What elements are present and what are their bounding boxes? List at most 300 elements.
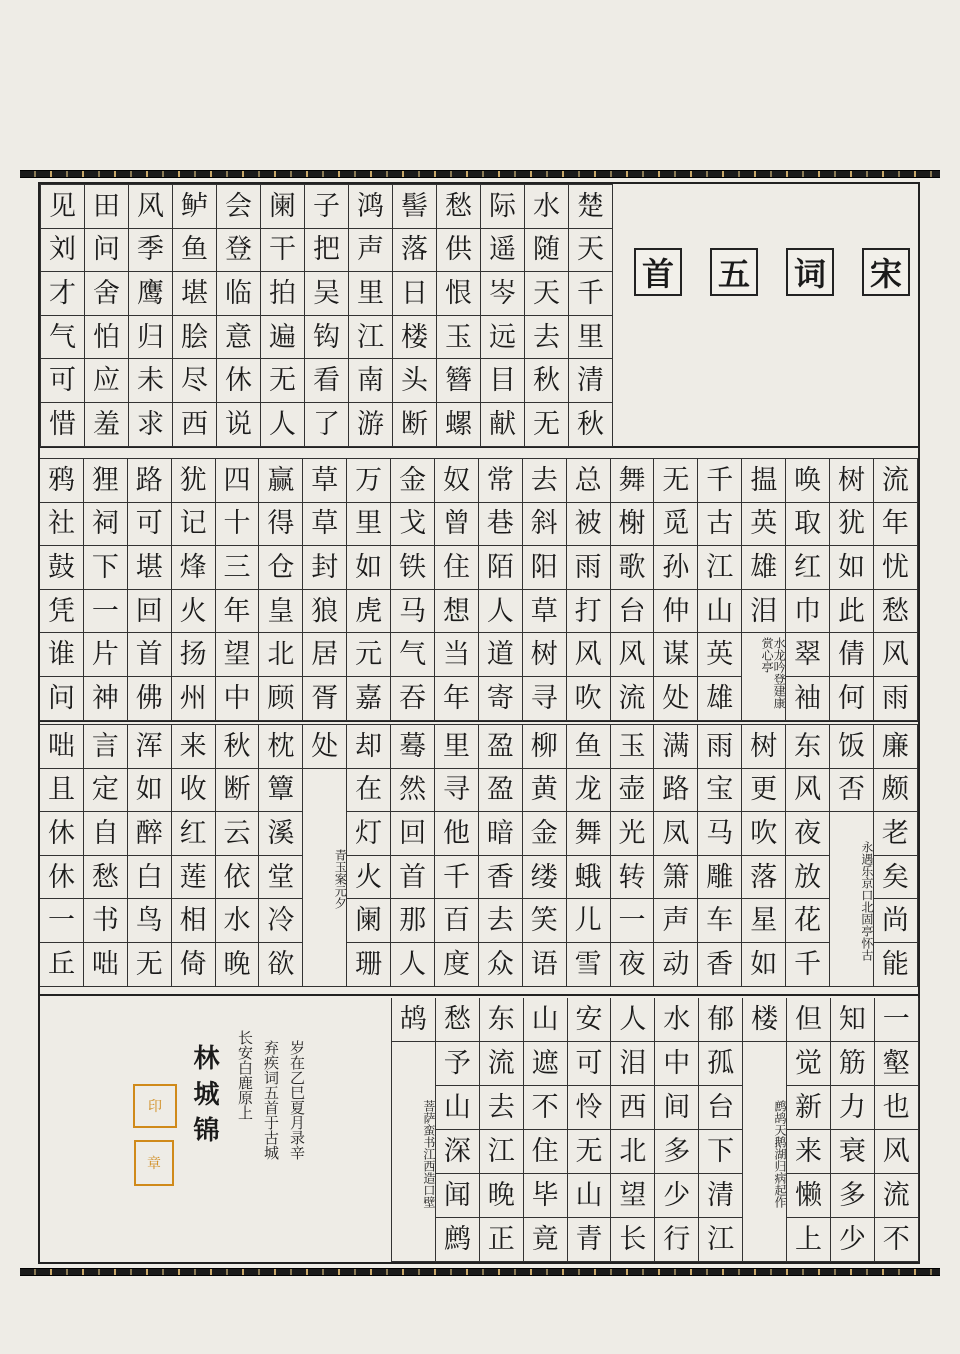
char-cell: 鹧鸪天鹅湖归病起作 bbox=[743, 1042, 787, 1262]
title bbox=[634, 248, 910, 296]
char-cell: 惜 bbox=[41, 403, 85, 447]
char-cell: 饭 bbox=[830, 725, 874, 769]
char-cell: 欲 bbox=[259, 943, 303, 987]
char-cell: 马 bbox=[698, 812, 742, 856]
char-cell: 众 bbox=[479, 943, 523, 987]
char-cell: 元 bbox=[347, 633, 391, 677]
char-cell: 山 bbox=[524, 998, 568, 1042]
char-cell: 山 bbox=[698, 590, 742, 634]
char-cell: 际 bbox=[481, 185, 525, 229]
char-cell: 泪 bbox=[611, 1042, 655, 1086]
char-cell: 水 bbox=[525, 185, 569, 229]
char-cell: 雄 bbox=[698, 677, 742, 721]
char-cell: 秋 bbox=[569, 403, 613, 447]
char-cell: 树 bbox=[523, 633, 567, 677]
char-cell: 铁 bbox=[391, 546, 435, 590]
char-cell: 雪 bbox=[567, 943, 611, 987]
char-cell: 拍 bbox=[261, 272, 305, 316]
char-cell: 愁 bbox=[84, 856, 128, 900]
char-cell: 定 bbox=[84, 769, 128, 813]
char-cell: 马 bbox=[391, 590, 435, 634]
char-cell: 度 bbox=[435, 943, 479, 987]
char-cell: 无 bbox=[568, 1130, 612, 1174]
char-cell: 了 bbox=[305, 403, 349, 447]
char-cell: 四 bbox=[216, 459, 260, 503]
char-cell: 记 bbox=[172, 503, 216, 547]
char-cell: 犹 bbox=[172, 459, 216, 503]
char-cell: 去 bbox=[479, 899, 523, 943]
char-cell: 胥 bbox=[303, 677, 347, 721]
char-cell: 流 bbox=[480, 1042, 524, 1086]
char-cell: 簟 bbox=[259, 769, 303, 813]
char-cell: 登 bbox=[217, 229, 261, 273]
char-cell: 随 bbox=[525, 229, 569, 273]
char-cell: 吹 bbox=[742, 812, 786, 856]
char-cell: 风 bbox=[786, 769, 830, 813]
signature-line-2: 弃疾词五首于古城 bbox=[262, 1040, 280, 1160]
char-cell: 溪 bbox=[259, 812, 303, 856]
char-cell: 龙 bbox=[567, 769, 611, 813]
char-cell: 英 bbox=[698, 633, 742, 677]
title-char: 五 bbox=[710, 248, 758, 296]
title-panel bbox=[612, 184, 919, 446]
char-cell: 金 bbox=[391, 459, 435, 503]
char-cell: 会 bbox=[217, 185, 261, 229]
char-cell: 黄 bbox=[523, 769, 567, 813]
char-cell: 行 bbox=[655, 1218, 699, 1262]
char-cell: 临 bbox=[217, 272, 261, 316]
char-cell: 里 bbox=[569, 316, 613, 360]
char-cell: 晚 bbox=[480, 1174, 524, 1218]
char-cell: 莲 bbox=[172, 856, 216, 900]
char-cell: 何 bbox=[830, 677, 874, 721]
char-cell: 顾 bbox=[259, 677, 303, 721]
char-cell: 壶 bbox=[611, 769, 655, 813]
char-cell: 曾 bbox=[435, 503, 479, 547]
char-cell: 倚 bbox=[172, 943, 216, 987]
char-cell: 枕 bbox=[259, 725, 303, 769]
char-cell: 相 bbox=[172, 899, 216, 943]
char-cell: 断 bbox=[393, 403, 437, 447]
char-cell: 供 bbox=[437, 229, 481, 273]
char-cell: 休 bbox=[40, 856, 84, 900]
char-cell: 愁 bbox=[874, 590, 918, 634]
char-cell: 鸦 bbox=[40, 459, 84, 503]
char-cell: 多 bbox=[655, 1130, 699, 1174]
char-cell: 如 bbox=[128, 769, 172, 813]
char-cell: 堪 bbox=[128, 546, 172, 590]
char-cell: 一 bbox=[875, 998, 919, 1042]
char-cell: 虎 bbox=[347, 590, 391, 634]
char-cell: 间 bbox=[655, 1086, 699, 1130]
char-cell: 动 bbox=[654, 943, 698, 987]
char-cell: 寻 bbox=[523, 677, 567, 721]
char-cell: 揾 bbox=[742, 459, 786, 503]
poem-block-1 bbox=[40, 184, 613, 447]
char-cell: 孤 bbox=[699, 1042, 743, 1086]
char-cell: 水 bbox=[216, 899, 260, 943]
char-cell: 咄 bbox=[84, 943, 128, 987]
char-cell: 把 bbox=[305, 229, 349, 273]
char-cell: 香 bbox=[479, 856, 523, 900]
char-cell: 声 bbox=[654, 899, 698, 943]
char-cell: 天 bbox=[525, 272, 569, 316]
char-cell: 也 bbox=[875, 1086, 919, 1130]
char-cell: 满 bbox=[654, 725, 698, 769]
section-divider bbox=[38, 994, 920, 996]
char-cell: 阑 bbox=[347, 899, 391, 943]
char-cell: 凤 bbox=[654, 812, 698, 856]
char-cell: 在 bbox=[347, 769, 391, 813]
char-cell: 皇 bbox=[259, 590, 303, 634]
char-cell: 岑 bbox=[481, 272, 525, 316]
char-cell: 当 bbox=[435, 633, 479, 677]
poem-block-4 bbox=[391, 998, 919, 1262]
char-cell: 才 bbox=[41, 272, 85, 316]
char-cell: 醉 bbox=[128, 812, 172, 856]
char-cell: 蓦 bbox=[391, 725, 435, 769]
char-cell: 烽 bbox=[172, 546, 216, 590]
char-cell: 佛 bbox=[128, 677, 172, 721]
char-cell: 却 bbox=[347, 725, 391, 769]
char-cell: 可 bbox=[41, 359, 85, 403]
char-cell: 片 bbox=[84, 633, 128, 677]
char-cell: 香 bbox=[698, 943, 742, 987]
char-cell: 头 bbox=[393, 359, 437, 403]
char-cell: 谁 bbox=[40, 633, 84, 677]
char-cell: 台 bbox=[611, 590, 655, 634]
char-cell: 千 bbox=[569, 272, 613, 316]
char-cell: 且 bbox=[40, 769, 84, 813]
char-cell: 冷 bbox=[259, 899, 303, 943]
char-cell: 翠 bbox=[786, 633, 830, 677]
char-cell: 风 bbox=[129, 185, 173, 229]
char-cell: 千 bbox=[698, 459, 742, 503]
char-cell: 山 bbox=[568, 1174, 612, 1218]
char-cell: 目 bbox=[481, 359, 525, 403]
char-cell: 衰 bbox=[831, 1130, 875, 1174]
char-cell: 更 bbox=[742, 769, 786, 813]
char-cell: 尽 bbox=[173, 359, 217, 403]
char-cell: 里 bbox=[347, 503, 391, 547]
char-cell: 十 bbox=[216, 503, 260, 547]
char-cell: 怜 bbox=[568, 1086, 612, 1130]
char-cell: 巾 bbox=[786, 590, 830, 634]
char-cell: 人 bbox=[479, 590, 523, 634]
char-cell: 扬 bbox=[172, 633, 216, 677]
char-cell: 季 bbox=[129, 229, 173, 273]
char-cell: 狼 bbox=[303, 590, 347, 634]
char-cell: 雨 bbox=[698, 725, 742, 769]
char-cell: 凭 bbox=[40, 590, 84, 634]
char-cell: 阑 bbox=[261, 185, 305, 229]
char-cell: 自 bbox=[84, 812, 128, 856]
char-cell: 舍 bbox=[85, 272, 129, 316]
char-cell: 意 bbox=[217, 316, 261, 360]
char-cell: 断 bbox=[216, 769, 260, 813]
char-cell: 如 bbox=[347, 546, 391, 590]
char-cell: 愁 bbox=[436, 998, 480, 1042]
char-cell: 处 bbox=[654, 677, 698, 721]
char-cell: 巷 bbox=[479, 503, 523, 547]
char-cell: 里 bbox=[349, 272, 393, 316]
char-cell: 火 bbox=[347, 856, 391, 900]
char-cell: 首 bbox=[128, 633, 172, 677]
char-cell: 落 bbox=[742, 856, 786, 900]
char-cell: 浑 bbox=[128, 725, 172, 769]
signature-line-1: 岁在乙巳夏月录辛 bbox=[288, 1040, 306, 1160]
char-cell: 堪 bbox=[173, 272, 217, 316]
char-cell: 斜 bbox=[523, 503, 567, 547]
char-cell: 树 bbox=[742, 725, 786, 769]
char-cell: 然 bbox=[391, 769, 435, 813]
char-cell: 无 bbox=[128, 943, 172, 987]
char-cell: 英 bbox=[742, 503, 786, 547]
char-cell: 力 bbox=[831, 1086, 875, 1130]
char-cell: 流 bbox=[875, 1174, 919, 1218]
char-cell: 一 bbox=[84, 590, 128, 634]
char-cell: 回 bbox=[128, 590, 172, 634]
char-cell: 吞 bbox=[391, 677, 435, 721]
char-cell: 知 bbox=[831, 998, 875, 1042]
char-cell: 问 bbox=[40, 677, 84, 721]
char-cell: 封 bbox=[303, 546, 347, 590]
char-cell: 正 bbox=[480, 1218, 524, 1262]
char-cell: 鱼 bbox=[567, 725, 611, 769]
char-cell: 下 bbox=[84, 546, 128, 590]
char-cell: 阳 bbox=[523, 546, 567, 590]
char-cell: 玉 bbox=[611, 725, 655, 769]
char-cell: 雕 bbox=[698, 856, 742, 900]
char-cell: 流 bbox=[874, 459, 918, 503]
char-cell: 不 bbox=[875, 1218, 919, 1262]
char-cell: 未 bbox=[129, 359, 173, 403]
char-cell: 上 bbox=[787, 1218, 831, 1262]
char-cell: 东 bbox=[480, 998, 524, 1042]
char-cell: 三 bbox=[216, 546, 260, 590]
char-cell: 少 bbox=[655, 1174, 699, 1218]
char-cell: 仓 bbox=[259, 546, 303, 590]
char-cell: 江 bbox=[699, 1218, 743, 1262]
char-cell: 下 bbox=[699, 1130, 743, 1174]
char-cell: 秋 bbox=[216, 725, 260, 769]
char-cell: 北 bbox=[611, 1130, 655, 1174]
char-cell: 云 bbox=[216, 812, 260, 856]
char-cell: 鸿 bbox=[349, 185, 393, 229]
char-cell: 那 bbox=[391, 899, 435, 943]
char-cell: 休 bbox=[40, 812, 84, 856]
char-cell: 珊 bbox=[347, 943, 391, 987]
char-cell: 簪 bbox=[437, 359, 481, 403]
char-cell: 看 bbox=[305, 359, 349, 403]
char-cell: 髻 bbox=[393, 185, 437, 229]
char-cell: 堂 bbox=[259, 856, 303, 900]
char-cell: 一 bbox=[611, 899, 655, 943]
char-cell: 火 bbox=[172, 590, 216, 634]
char-cell: 一 bbox=[40, 899, 84, 943]
title-char: 宋 bbox=[862, 248, 910, 296]
char-cell: 毕 bbox=[524, 1174, 568, 1218]
char-cell: 千 bbox=[435, 856, 479, 900]
char-cell: 舞 bbox=[611, 459, 655, 503]
char-cell: 可 bbox=[568, 1042, 612, 1086]
char-cell: 江 bbox=[698, 546, 742, 590]
char-cell: 中 bbox=[216, 677, 260, 721]
char-cell: 流 bbox=[611, 677, 655, 721]
char-cell: 西 bbox=[173, 403, 217, 447]
char-cell: 懒 bbox=[787, 1174, 831, 1218]
char-cell: 水龙吟登建康赏心亭 bbox=[742, 633, 786, 720]
char-cell: 笑 bbox=[523, 899, 567, 943]
char-cell: 无 bbox=[654, 459, 698, 503]
author-name: 林城锦 bbox=[189, 1044, 219, 1152]
char-cell: 来 bbox=[172, 725, 216, 769]
char-cell: 书 bbox=[84, 899, 128, 943]
char-cell: 年 bbox=[874, 503, 918, 547]
char-cell: 里 bbox=[435, 725, 479, 769]
char-cell: 此 bbox=[830, 590, 874, 634]
char-cell: 袖 bbox=[786, 677, 830, 721]
char-cell: 社 bbox=[40, 503, 84, 547]
char-cell: 钩 bbox=[305, 316, 349, 360]
char-cell: 深 bbox=[436, 1130, 480, 1174]
char-cell: 但 bbox=[787, 998, 831, 1042]
char-cell: 寻 bbox=[435, 769, 479, 813]
char-cell: 歌 bbox=[611, 546, 655, 590]
char-cell: 他 bbox=[435, 812, 479, 856]
char-cell: 住 bbox=[435, 546, 479, 590]
char-cell: 楚 bbox=[569, 185, 613, 229]
char-cell: 廉 bbox=[874, 725, 918, 769]
char-cell: 望 bbox=[611, 1174, 655, 1218]
char-cell: 鲈 bbox=[173, 185, 217, 229]
char-cell: 路 bbox=[128, 459, 172, 503]
title-char: 词 bbox=[786, 248, 834, 296]
char-cell: 常 bbox=[479, 459, 523, 503]
char-cell: 如 bbox=[742, 943, 786, 987]
char-cell: 遍 bbox=[261, 316, 305, 360]
char-cell: 能 bbox=[874, 943, 918, 987]
char-cell: 祠 bbox=[84, 503, 128, 547]
char-cell: 去 bbox=[523, 459, 567, 503]
char-cell: 筋 bbox=[831, 1042, 875, 1086]
char-cell: 万 bbox=[347, 459, 391, 503]
char-cell: 青玉案元夕 bbox=[303, 769, 347, 987]
char-cell: 永遇乐京口北固亭怀古 bbox=[830, 812, 874, 986]
char-cell: 忧 bbox=[874, 546, 918, 590]
char-cell: 雨 bbox=[874, 677, 918, 721]
char-cell: 江 bbox=[480, 1130, 524, 1174]
char-cell: 问 bbox=[85, 229, 129, 273]
char-cell: 草 bbox=[303, 503, 347, 547]
char-cell: 总 bbox=[567, 459, 611, 503]
char-cell: 菩萨蛮书江西造口壁 bbox=[392, 1042, 436, 1262]
char-cell: 可 bbox=[128, 503, 172, 547]
char-cell: 觉 bbox=[787, 1042, 831, 1086]
char-cell: 螺 bbox=[437, 403, 481, 447]
char-cell: 秋 bbox=[525, 359, 569, 403]
char-cell: 处 bbox=[303, 725, 347, 769]
char-cell: 风 bbox=[875, 1130, 919, 1174]
char-cell: 奴 bbox=[435, 459, 479, 503]
char-cell: 柳 bbox=[523, 725, 567, 769]
char-cell: 去 bbox=[480, 1086, 524, 1130]
char-cell: 夜 bbox=[786, 812, 830, 856]
char-cell: 去 bbox=[525, 316, 569, 360]
char-cell: 怕 bbox=[85, 316, 129, 360]
char-cell: 狸 bbox=[84, 459, 128, 503]
char-cell: 青 bbox=[568, 1218, 612, 1262]
char-cell: 谋 bbox=[654, 633, 698, 677]
char-cell: 否 bbox=[830, 769, 874, 813]
char-cell: 取 bbox=[786, 503, 830, 547]
char-cell: 天 bbox=[569, 229, 613, 273]
char-cell: 田 bbox=[85, 185, 129, 229]
char-cell: 安 bbox=[568, 998, 612, 1042]
char-cell: 儿 bbox=[567, 899, 611, 943]
char-cell: 缕 bbox=[523, 856, 567, 900]
char-cell: 言 bbox=[84, 725, 128, 769]
char-cell: 闻 bbox=[436, 1174, 480, 1218]
char-cell: 郁 bbox=[699, 998, 743, 1042]
char-cell: 吴 bbox=[305, 272, 349, 316]
char-cell: 恨 bbox=[437, 272, 481, 316]
char-cell: 如 bbox=[830, 546, 874, 590]
char-cell: 风 bbox=[874, 633, 918, 677]
char-cell: 中 bbox=[655, 1042, 699, 1086]
char-cell: 想 bbox=[435, 590, 479, 634]
char-cell: 新 bbox=[787, 1086, 831, 1130]
char-cell: 夜 bbox=[611, 943, 655, 987]
char-cell: 竟 bbox=[524, 1218, 568, 1262]
char-cell: 盈 bbox=[479, 725, 523, 769]
char-cell: 咄 bbox=[40, 725, 84, 769]
poem-block-2 bbox=[40, 458, 918, 721]
char-cell: 楼 bbox=[743, 998, 787, 1042]
char-cell: 老 bbox=[874, 812, 918, 856]
char-cell: 舞 bbox=[567, 812, 611, 856]
char-cell: 金 bbox=[523, 812, 567, 856]
char-cell: 壑 bbox=[875, 1042, 919, 1086]
char-cell: 应 bbox=[85, 359, 129, 403]
title-char: 首 bbox=[634, 248, 682, 296]
char-cell: 百 bbox=[435, 899, 479, 943]
char-cell: 气 bbox=[41, 316, 85, 360]
char-cell: 唤 bbox=[786, 459, 830, 503]
char-cell: 江 bbox=[349, 316, 393, 360]
char-cell: 赢 bbox=[259, 459, 303, 503]
char-cell: 遥 bbox=[481, 229, 525, 273]
char-cell: 仲 bbox=[654, 590, 698, 634]
char-cell: 台 bbox=[699, 1086, 743, 1130]
char-cell: 泪 bbox=[742, 590, 786, 634]
char-cell: 风 bbox=[611, 633, 655, 677]
char-cell: 多 bbox=[831, 1174, 875, 1218]
signature-line-3: 长安白鹿原上 bbox=[236, 1030, 254, 1120]
char-cell: 楼 bbox=[393, 316, 437, 360]
char-cell: 休 bbox=[217, 359, 261, 403]
char-cell: 清 bbox=[699, 1174, 743, 1218]
char-cell: 暗 bbox=[479, 812, 523, 856]
char-cell: 回 bbox=[391, 812, 435, 856]
char-cell: 玉 bbox=[437, 316, 481, 360]
char-cell: 嘉 bbox=[347, 677, 391, 721]
char-cell: 车 bbox=[698, 899, 742, 943]
char-cell: 放 bbox=[786, 856, 830, 900]
char-cell: 遮 bbox=[524, 1042, 568, 1086]
char-cell: 鸟 bbox=[128, 899, 172, 943]
char-cell: 来 bbox=[787, 1130, 831, 1174]
